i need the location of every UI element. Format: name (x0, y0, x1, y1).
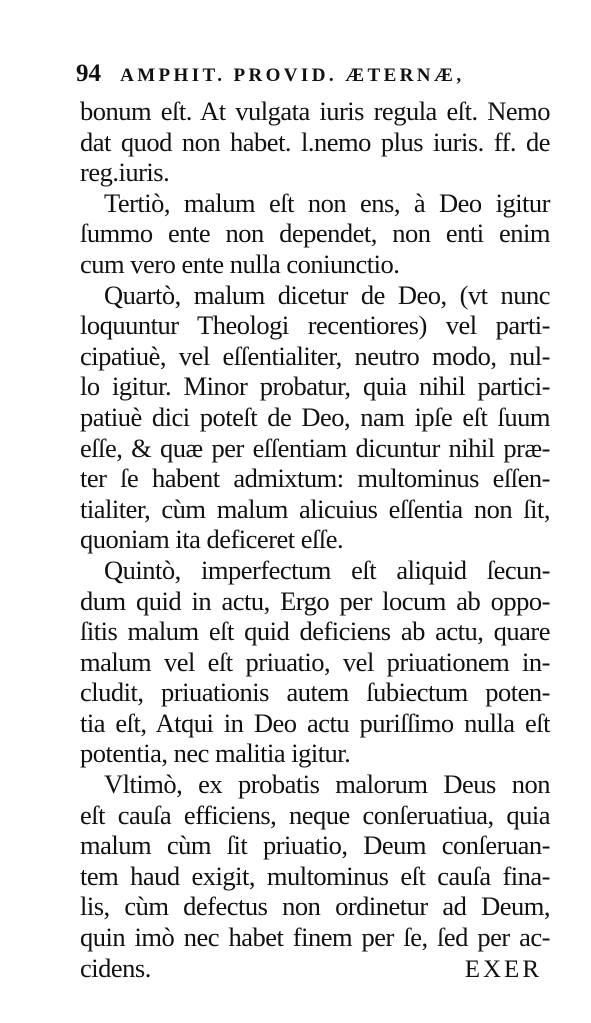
text-line: patiuè dici poteſt de Deo, nam ipſe eſt ſuum (80, 401, 550, 432)
text-line: Tertiò, malum eſt non ens, à Deo igitur (104, 187, 550, 218)
catchword: EXER (464, 955, 542, 983)
last-line (80, 953, 550, 984)
text-line: cum vero ente nulla coniunctio. (80, 248, 400, 279)
text-line: dat quod non habet. l.nemo plus iuris. ff. de (80, 126, 550, 157)
text-line: Quintò, imperfectum eſt aliquid ſecun- (104, 554, 550, 585)
text-line: loquuntur Theologi recentiores) vel parti- (80, 310, 550, 341)
text-line: quin imò nec habet finem per ſe, ſed per ac- (80, 922, 550, 953)
text-line: malum cùm ſit priuatio, Deum conſeruan- (80, 830, 550, 861)
text-line: lo igitur. Minor probatur, quia nihil partici- (80, 371, 550, 402)
text-line: eſſe, & quæ per eſſentiam dicuntur nihil præ- (80, 432, 550, 463)
text-line: ter ſe habent admixtum: multominus eſſen- (80, 463, 550, 494)
body-text (80, 96, 550, 983)
text-line: Vltimò, ex probatis malorum Deus non (104, 769, 550, 800)
text-line: cludit, priuationis autem ſubiectum poten- (80, 677, 550, 708)
last-row (80, 953, 542, 986)
text-line: cipatiuè, vel eſſentialiter, neutro modo, nul- (80, 340, 550, 371)
text-line: tialiter, cùm malum alicuius eſſentia non ſit, (80, 493, 550, 524)
text-line: reg.iuris. (80, 157, 170, 188)
text-line: tia eſt, Atqui in Deo actu puriſſimo nulla eſt (80, 707, 550, 738)
text-line: malum vel eſt priuatio, vel priuationem in- (80, 646, 550, 677)
text-line: cidens. (80, 952, 151, 983)
running-head: AMPHIT. PROVID. ÆTERNÆ, (120, 65, 465, 86)
text-line: eſt cauſa efficiens, neque conſeruatiua, quia (80, 799, 550, 830)
text-line: lis, cùm defectus non ordinetur ad Deum, (80, 891, 550, 922)
text-line: quoniam ita deficeret eſſe. (80, 524, 344, 555)
text-line: dum quid in actu, Ergo per locum ab oppo- (80, 585, 550, 616)
text-line: tem haud exigit, multominus eſt cauſa fina- (80, 860, 550, 891)
text-line: ſummo ente non dependet, non enti enim (80, 218, 550, 249)
text-line: bonum eſt. At vulgata iuris regula eſt. Nemo (80, 96, 550, 126)
page-header (76, 60, 546, 96)
text-line: ſitis malum eſt quid deficiens ab actu, quare (80, 616, 550, 647)
text-line: potentia, nec malitia igitur. (80, 738, 351, 769)
text-line: Quartò, malum dicetur de Deo, (vt nunc (104, 279, 550, 310)
page-number: 94 (76, 60, 101, 87)
